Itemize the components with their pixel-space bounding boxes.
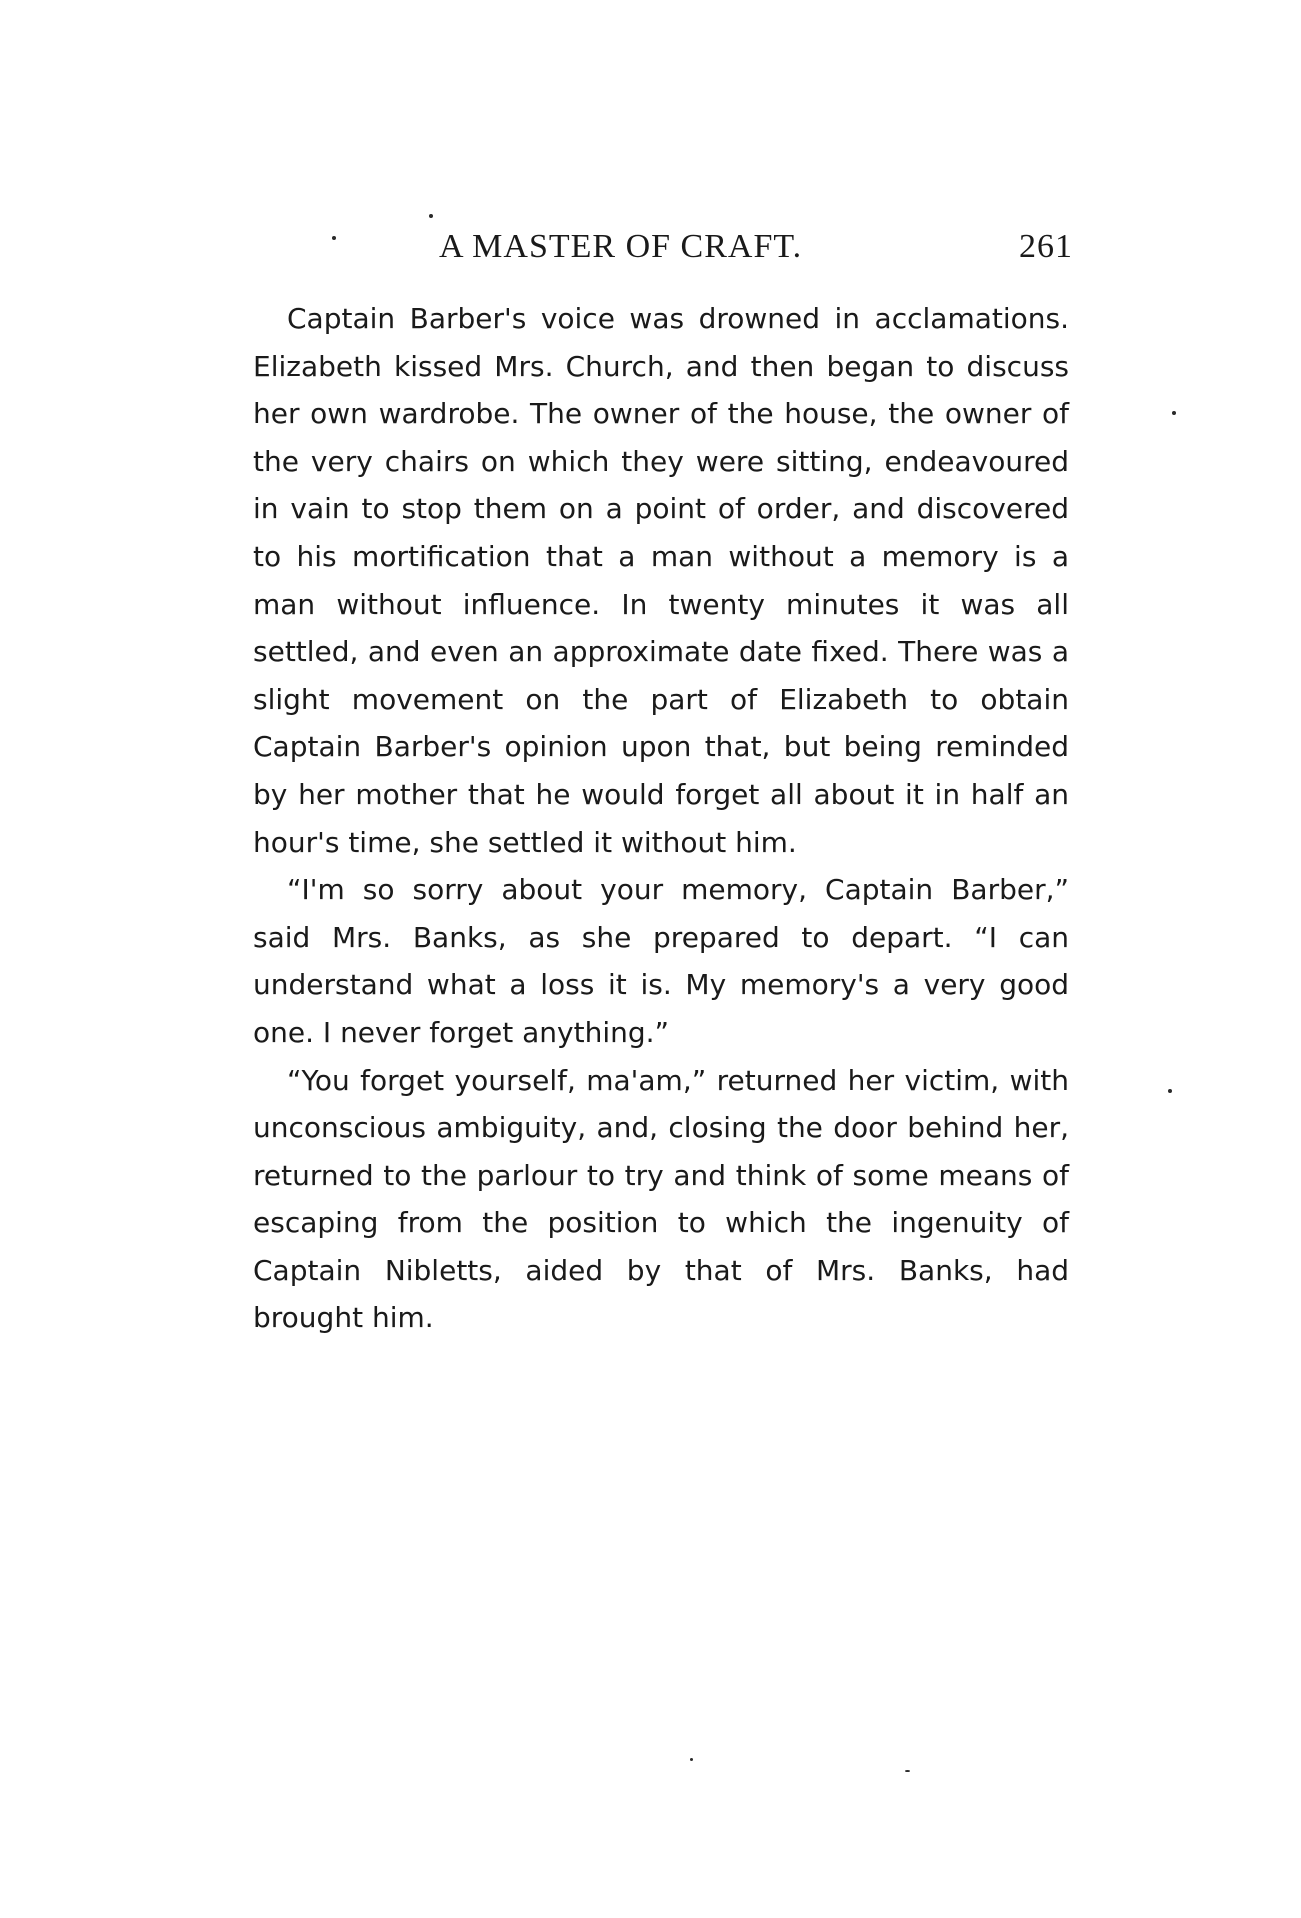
ink-speck: [905, 1770, 910, 1772]
running-title: A MASTER OF CRAFT.: [439, 228, 803, 265]
ink-speck: [429, 214, 433, 218]
ink-speck: [690, 1758, 693, 1761]
page-number: 261: [1019, 228, 1073, 265]
paragraph: Captain Barber's voice was drowned in acclamations. Elizabeth kissed Mrs. Church, and then began to discuss her own wardrobe. The owner of the house, the owner of the very chairs on which they were sitting, endeavoured in vain to stop them on a point of order, and discovered to his mortification that a man without a memory is a man without influence. In twenty minutes it was all settled, and even an approximate date fixed. There was a slight movement on the part of Elizabeth to obtain Captain Barber's opinion upon that, but being reminded by her mother that he would forget all about it in half an hour's time, she settled it without him.: [253, 302, 1069, 859]
paragraph: “You forget yourself, ma'am,” returned her victim, with unconscious ambiguity, and, closing the door behind her, returned to the parlour to try and think of some means of escaping from the position to which the ingenuity of Captain Nibletts, aided by that of Mrs. Banks, had brought him.: [253, 1063, 1069, 1335]
ink-speck: [332, 236, 336, 240]
paragraph: “I'm so sorry about your memory, Captain Barber,” said Mrs. Banks, as she prepared to depart. “I can understand what a loss it is. My memory's a very good one. I never forget anything.”: [253, 873, 1069, 1049]
ink-speck: [1172, 411, 1176, 415]
running-header: [253, 228, 1073, 278]
body-text: [253, 295, 1069, 1342]
ink-speck: [1168, 1089, 1172, 1093]
